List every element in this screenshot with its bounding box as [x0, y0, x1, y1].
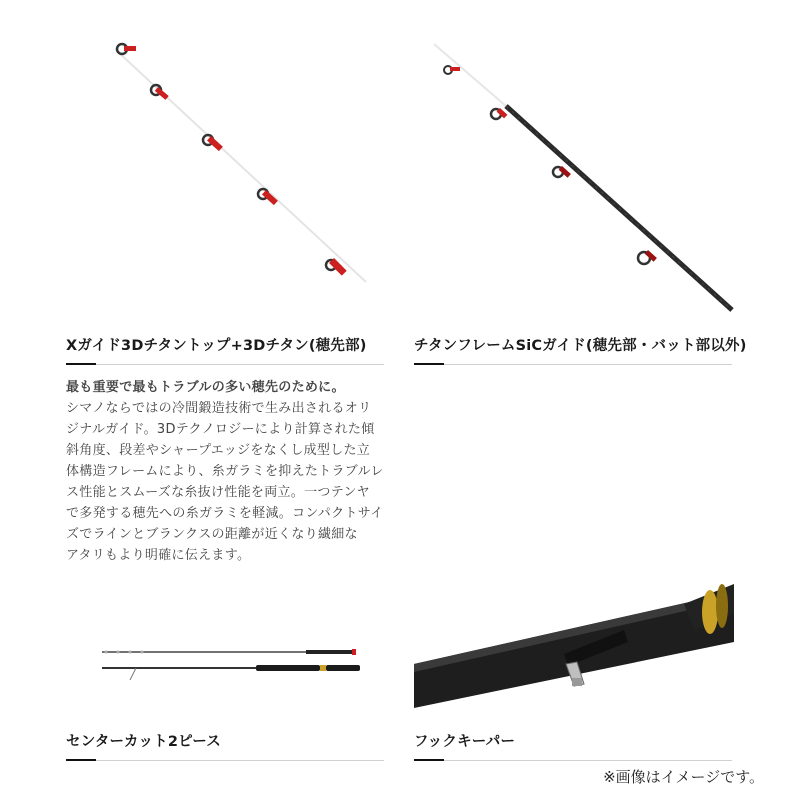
description-line: で多発する穂先への糸ガラミを軽減。コンパクトサイ: [66, 506, 384, 521]
title-accent: [414, 363, 444, 365]
divider: [414, 760, 732, 761]
feature-title-hook-keeper: フックキーパー: [414, 734, 516, 750]
divider: [66, 364, 384, 365]
description-line: 斜角度、段差やシャープエッジをなくし成型した立: [66, 443, 371, 458]
description-line: アタリもより明確に伝えます。: [66, 548, 251, 563]
feature-title-two-piece: センターカット2ピース: [66, 734, 221, 750]
description-line: ス性能とスムーズな糸抜け性能を両立。一つテンヤ: [66, 485, 370, 500]
title-accent: [414, 759, 444, 761]
guide-2: [491, 108, 507, 119]
feature-description: [66, 377, 396, 566]
guide-4: [638, 250, 657, 264]
guide-1: [117, 44, 136, 54]
description-lead: 最も重要で最もトラブルの多い穂先のために。: [66, 380, 345, 395]
description-line: 体構造フレームにより、糸ガラミを抑えたトラブルレ: [66, 464, 384, 479]
divider: [414, 364, 732, 365]
guide-3: [553, 166, 571, 178]
guide-2: [151, 85, 169, 100]
sic-guide-rod-image: [414, 30, 744, 320]
description-line: ズでラインとブランクスの距離が近くなり繊細な: [66, 527, 358, 542]
title-accent: [66, 363, 96, 365]
image-note: ※画像はイメージです。: [603, 768, 764, 786]
title-accent: [66, 759, 96, 761]
guide-1: [444, 66, 460, 74]
divider: [66, 760, 384, 761]
two-piece-rod-image: [66, 630, 386, 700]
description-line: シマノならではの冷間鍛造技術で生み出されるオリ: [66, 401, 372, 416]
description-line: ジナルガイド。3Dテクノロジーにより計算された傾: [66, 422, 375, 437]
feature-title-sic-guide: チタンフレームSiCガイド(穂先部・バット部以外): [414, 338, 747, 354]
feature-title-xguide: Xガイド3Dチタントップ+3Dチタン(穂先部): [66, 338, 367, 354]
guide-3: [203, 135, 223, 151]
hook-keeper-image: [414, 574, 734, 708]
rod-tip-guides-image: [66, 30, 386, 300]
